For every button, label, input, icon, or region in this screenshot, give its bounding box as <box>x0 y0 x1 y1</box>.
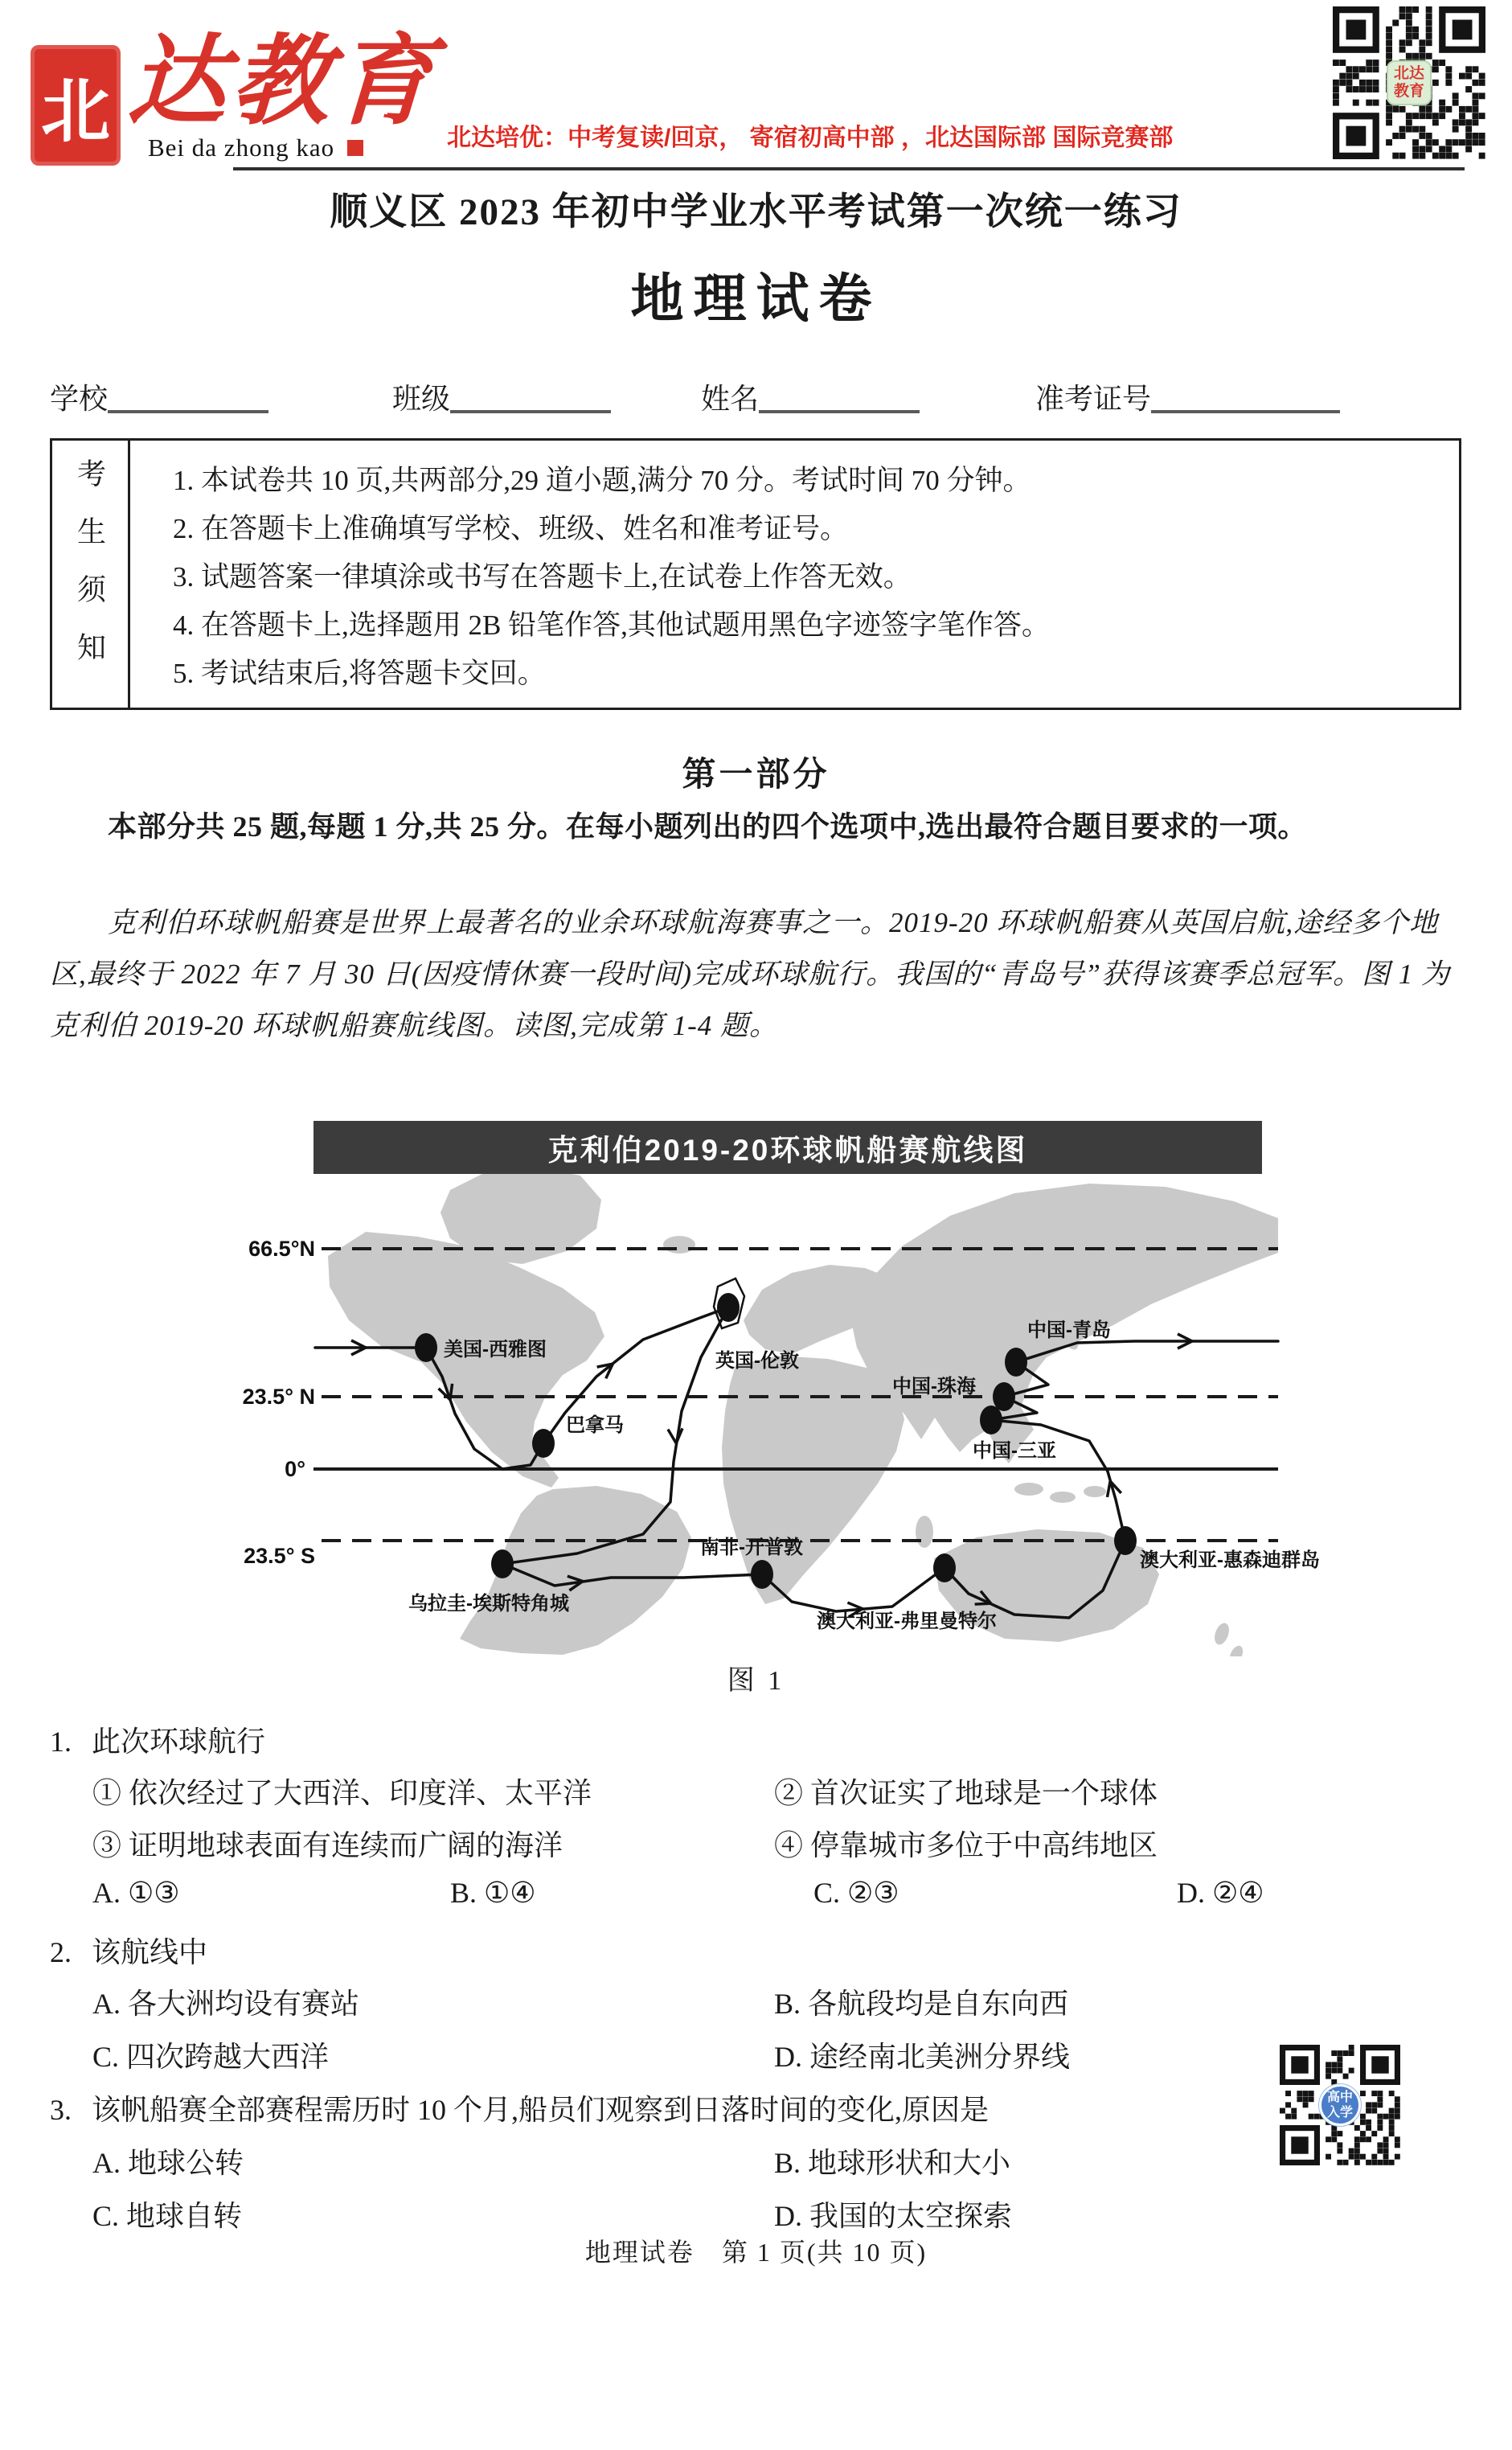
question-3-choices-row2 <box>92 2194 1459 2235</box>
land-new-zealand <box>1227 1644 1246 1656</box>
world-route-map <box>201 1174 1334 1656</box>
arrow-south-icon <box>668 1428 683 1443</box>
lat-label-66-5N: 66.5°N <box>248 1237 315 1261</box>
brand-seal-char: 北 <box>41 73 110 150</box>
stop-dot-cape-town <box>751 1560 773 1589</box>
candidate-notice-box <box>50 438 1461 710</box>
lat-label-23-5S: 23.5° S <box>244 1544 315 1568</box>
header-divider <box>233 167 1465 170</box>
stop-label-seattle: 美国-西雅图 <box>444 1339 547 1360</box>
lat-label-23-5N: 23.5° N <box>242 1385 315 1409</box>
notice-items <box>173 457 1440 698</box>
choice-C[interactable]: C. ②③ <box>813 1877 899 1909</box>
choice-D[interactable]: D. 途经南北美洲分界线 <box>774 2041 1070 2073</box>
question-2-stem: 2. 该航线中 <box>50 1936 208 1968</box>
class-blank-input[interactable] <box>450 381 611 413</box>
stop-dot-panama <box>532 1429 555 1458</box>
page-footer: 地理试卷 第 1 页(共 10 页) <box>584 2238 928 2267</box>
brand-seal <box>31 45 121 166</box>
form-field-name: 姓名 <box>701 376 920 417</box>
notice-side-label: 考生须知 <box>52 441 130 708</box>
stop-dot-qingdao <box>1005 1348 1027 1377</box>
stop-label-panama: 巴拿马 <box>566 1414 624 1436</box>
question-1-suboptions-row2 <box>92 1823 1459 1864</box>
question-2-choices-row2 <box>92 2034 1459 2075</box>
brand-red-square-icon <box>347 140 363 156</box>
choice-D[interactable]: D. 我国的太空探索 <box>774 2200 1012 2232</box>
stop-label-fremantle: 澳大利亚-弗里曼特尔 <box>817 1611 997 1632</box>
stop-dot-fremantle <box>933 1553 956 1582</box>
stop-dot-sanya <box>980 1406 1002 1434</box>
qr-bottom-logo: 高中 入学 <box>1319 2084 1361 2126</box>
land-iceland <box>663 1236 695 1254</box>
notice-item: 1. 本试卷共 10 页,共两部分,29 道小题,满分 70 分。考试时间 70 分钟。 <box>173 465 1031 496</box>
stop-label-london: 英国-伦敦 <box>715 1350 799 1372</box>
part1-heading: 第一部分 <box>682 757 830 794</box>
choice-A[interactable]: A. 地球公转 <box>92 2147 244 2179</box>
figure-caption: 图 1 <box>727 1666 785 1696</box>
stop-dot-zhuhai <box>993 1382 1015 1411</box>
question-3-stem: 3. 该帆船赛全部赛程需历时 10 个月,船员们观察到日落时间的变化,原因是 <box>50 2094 990 2126</box>
sub-option[interactable]: ④ 停靠城市多位于中高纬地区 <box>774 1829 1158 1861</box>
exam-subtitle: 地理试卷 <box>630 270 882 329</box>
brand-name: 达教育 <box>125 28 440 137</box>
registration-form-row <box>50 376 1461 421</box>
question-2-choices-row1 <box>92 1981 1459 2022</box>
notice-item: 2. 在答题卡上准确填写学校、班级、姓名和准考证号。 <box>173 513 849 544</box>
figure-titlebar: 克利伯2019-20环球帆船赛航线图 <box>313 1121 1262 1174</box>
form-field-class: 班级 <box>392 376 611 417</box>
choice-A[interactable]: A. ①③ <box>92 1877 180 1909</box>
question-1-stem: 1. 此次环球航行 <box>50 1726 266 1758</box>
form-field-school: 学校 <box>50 376 268 417</box>
name-blank-input[interactable] <box>759 381 920 413</box>
part1-instruction: 本部分共 25 题,每题 1 分,共 25 分。在每小题列出的四个选项中,选出最符合题目要求的一项。 <box>108 811 1308 843</box>
question-3-choices-row1 <box>92 2140 1459 2181</box>
question-1-suboptions-row1 <box>92 1771 1459 1812</box>
stop-label-whitsunday: 澳大利亚-惠森迪群岛 <box>1140 1549 1320 1571</box>
sub-option[interactable]: ② 首次证实了地球是一个球体 <box>774 1777 1158 1809</box>
land-indonesia <box>1014 1483 1043 1496</box>
sub-option[interactable]: ③ 证明地球表面有连续而广阔的海洋 <box>92 1829 563 1861</box>
land-africa <box>722 1356 904 1604</box>
choice-A[interactable]: A. 各大洲均设有赛站 <box>92 1988 359 2020</box>
qr-code-bottom <box>1280 2045 1400 2165</box>
land-new-zealand <box>1212 1621 1232 1647</box>
stop-label-cape-town: 南非-开普敦 <box>700 1537 803 1558</box>
choice-C[interactable]: C. 四次跨越大西洋 <box>92 2041 330 2073</box>
stop-label-zhuhai: 中国-珠海 <box>892 1376 976 1397</box>
brand-subtext: Bei da zhong kao <box>148 133 363 162</box>
choice-B[interactable]: B. 地球形状和大小 <box>774 2147 1011 2179</box>
choice-B[interactable]: B. 各航段均是自东向西 <box>774 1988 1069 2020</box>
stop-dot-seattle <box>415 1333 437 1362</box>
choice-C[interactable]: C. 地球自转 <box>92 2200 243 2232</box>
qr-code-top <box>1333 6 1485 159</box>
sub-option[interactable]: ① 依次经过了大西洋、印度洋、太平洋 <box>92 1777 592 1809</box>
stop-label-punta-del-este: 乌拉圭-埃斯特角城 <box>408 1593 569 1615</box>
lat-label-equator: 0° <box>285 1457 305 1481</box>
land-madagascar <box>916 1516 933 1548</box>
notice-item: 3. 试题答案一律填涂或书写在答题卡上,在试卷上作答无效。 <box>173 561 912 593</box>
qr-top-logo: 北达 教育 <box>1387 60 1432 105</box>
choice-D[interactable]: D. ②④ <box>1177 1877 1264 1909</box>
school-blank-input[interactable] <box>108 381 268 413</box>
notice-item: 4. 在答题卡上,选择题用 2B 铅笔作答,其他试题用黑色字迹签字笔作答。 <box>173 609 1050 641</box>
intro-paragraph: 克利伯环球帆船赛是世界上最著名的业余环球航海赛事之一。2019-20 环球帆船赛从英国启航,途经多个地区,最终于 2022 年 7 月 30 日(因疫情休赛一段时间)完成环球航行。我国的“青岛号”获得该赛季总冠军。图 1 为克利伯 2019-20 环球帆船赛航线图。读图,完成第 1-4 题。 <box>50 907 1450 1041</box>
form-field-ticket: 准考证号 <box>1035 376 1340 417</box>
exam-title: 顺义区 2023 年初中学业水平考试第一次统一练习 <box>330 191 1182 233</box>
stop-dot-london <box>717 1293 740 1322</box>
notice-item: 5. 考试结束后,将答题卡交回。 <box>173 658 546 689</box>
continents <box>328 1174 1278 1656</box>
question-1-choices <box>92 1876 1459 1910</box>
stop-label-qingdao: 中国-青岛 <box>1027 1319 1111 1341</box>
brand-tagline: 北达培优：中考复读/回京， 寄宿初高中部 ，北达国际部 国际竞赛部 <box>447 125 1174 151</box>
stop-dot-whitsunday <box>1114 1526 1137 1555</box>
ticket-blank-input[interactable] <box>1151 381 1340 413</box>
land-indonesia <box>1050 1492 1076 1503</box>
stop-label-sanya: 中国-三亚 <box>973 1440 1056 1462</box>
land-indonesia <box>1084 1486 1106 1497</box>
stop-dot-punta-del-este <box>491 1549 514 1578</box>
choice-B[interactable]: B. ①④ <box>450 1877 536 1909</box>
